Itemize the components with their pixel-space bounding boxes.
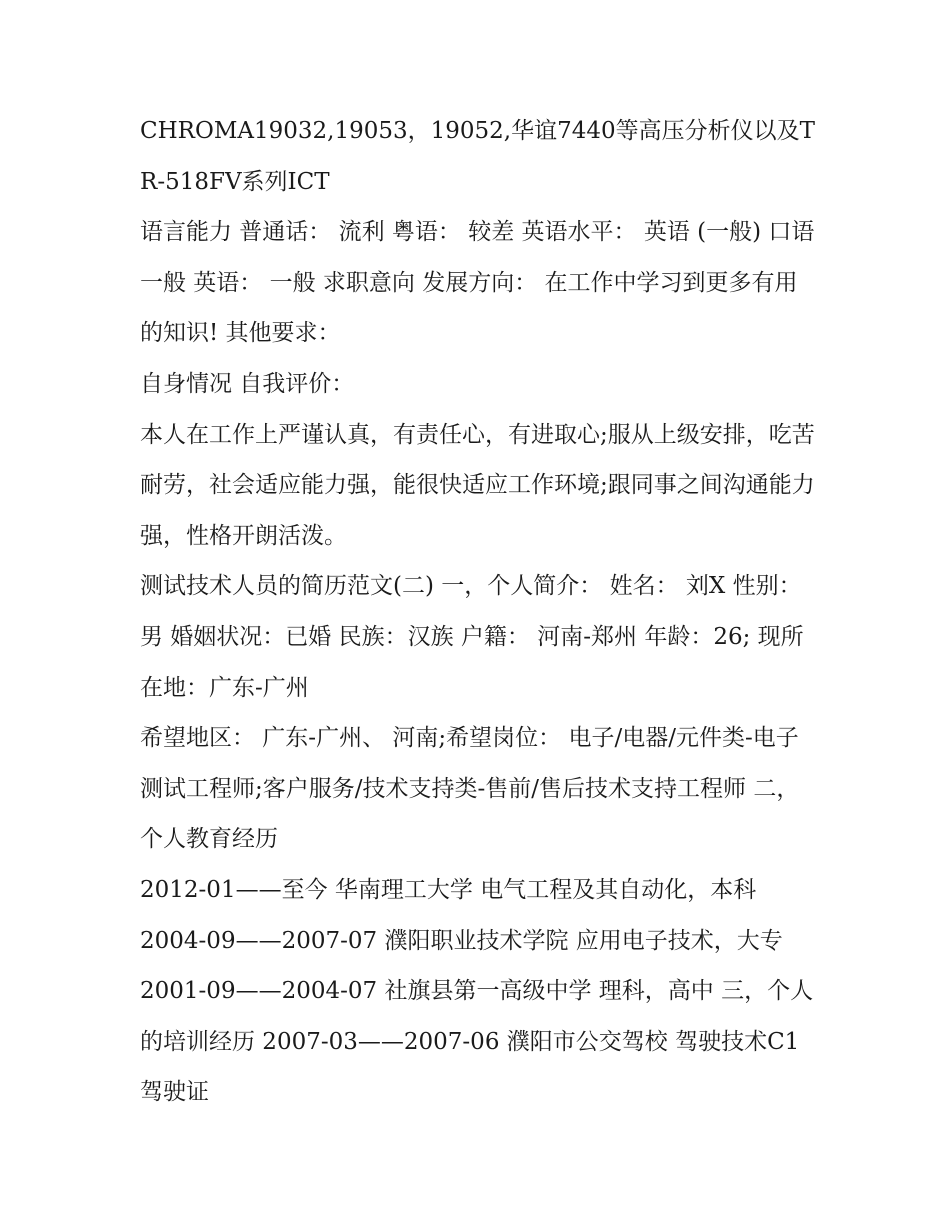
paragraph-equipment: CHROMA19032,19053，19052,华谊7440等高压分析仪以及TR-518FV系列ICT xyxy=(140,118,815,195)
paragraph-desired-position: 希望地区： 广东-广州、 河南;希望岗位： 电子/电器/元件类-电子测试工程师;客户服务/技术支持类-售前/售后技术支持工程师 二，个人教育经历 xyxy=(140,725,800,853)
document-body xyxy=(140,106,820,1118)
paragraph-education-1: 2012-01——至今 华南理工大学 电气工程及其自动化，本科 xyxy=(140,876,757,903)
paragraph-education-2: 2004-09——2007-07 濮阳职业技术学院 应用电子技术，大专 xyxy=(140,927,783,954)
paragraph-self-evaluation: 本人在工作上严谨认真，有责任心，有进取心;服从上级安排，吃苦耐劳，社会适应能力强，能很快适应工作环境;跟同事之间沟通能力强，性格开朗活泼。 xyxy=(140,421,815,549)
paragraph-education-3-training: 2001-09——2004-07 社旗县第一高级中学 理科，高中 三，个人的培训经历 2007-03——2007-06 濮阳市公交驾校 驾驶技术C1驾驶证 xyxy=(140,978,814,1106)
paragraph-self-heading: 自身情况 自我评价： xyxy=(140,370,355,397)
paragraph-personal-info: 测试技术人员的简历范文(二) 一，个人简介： 姓名： 刘X 性别：男 婚姻状况：已婚 民族：汉族 户籍： 河南-郑州 年龄：26; 现所在地：广东-广州 xyxy=(140,573,804,701)
paragraph-language-ability: 语言能力 普通话： 流利 粤语： 较差 英语水平： 英语 (一般) 口语一般 英语： 一般 求职意向 发展方向： 在工作中学习到更多有用的知识! 其他要求： xyxy=(140,219,815,347)
